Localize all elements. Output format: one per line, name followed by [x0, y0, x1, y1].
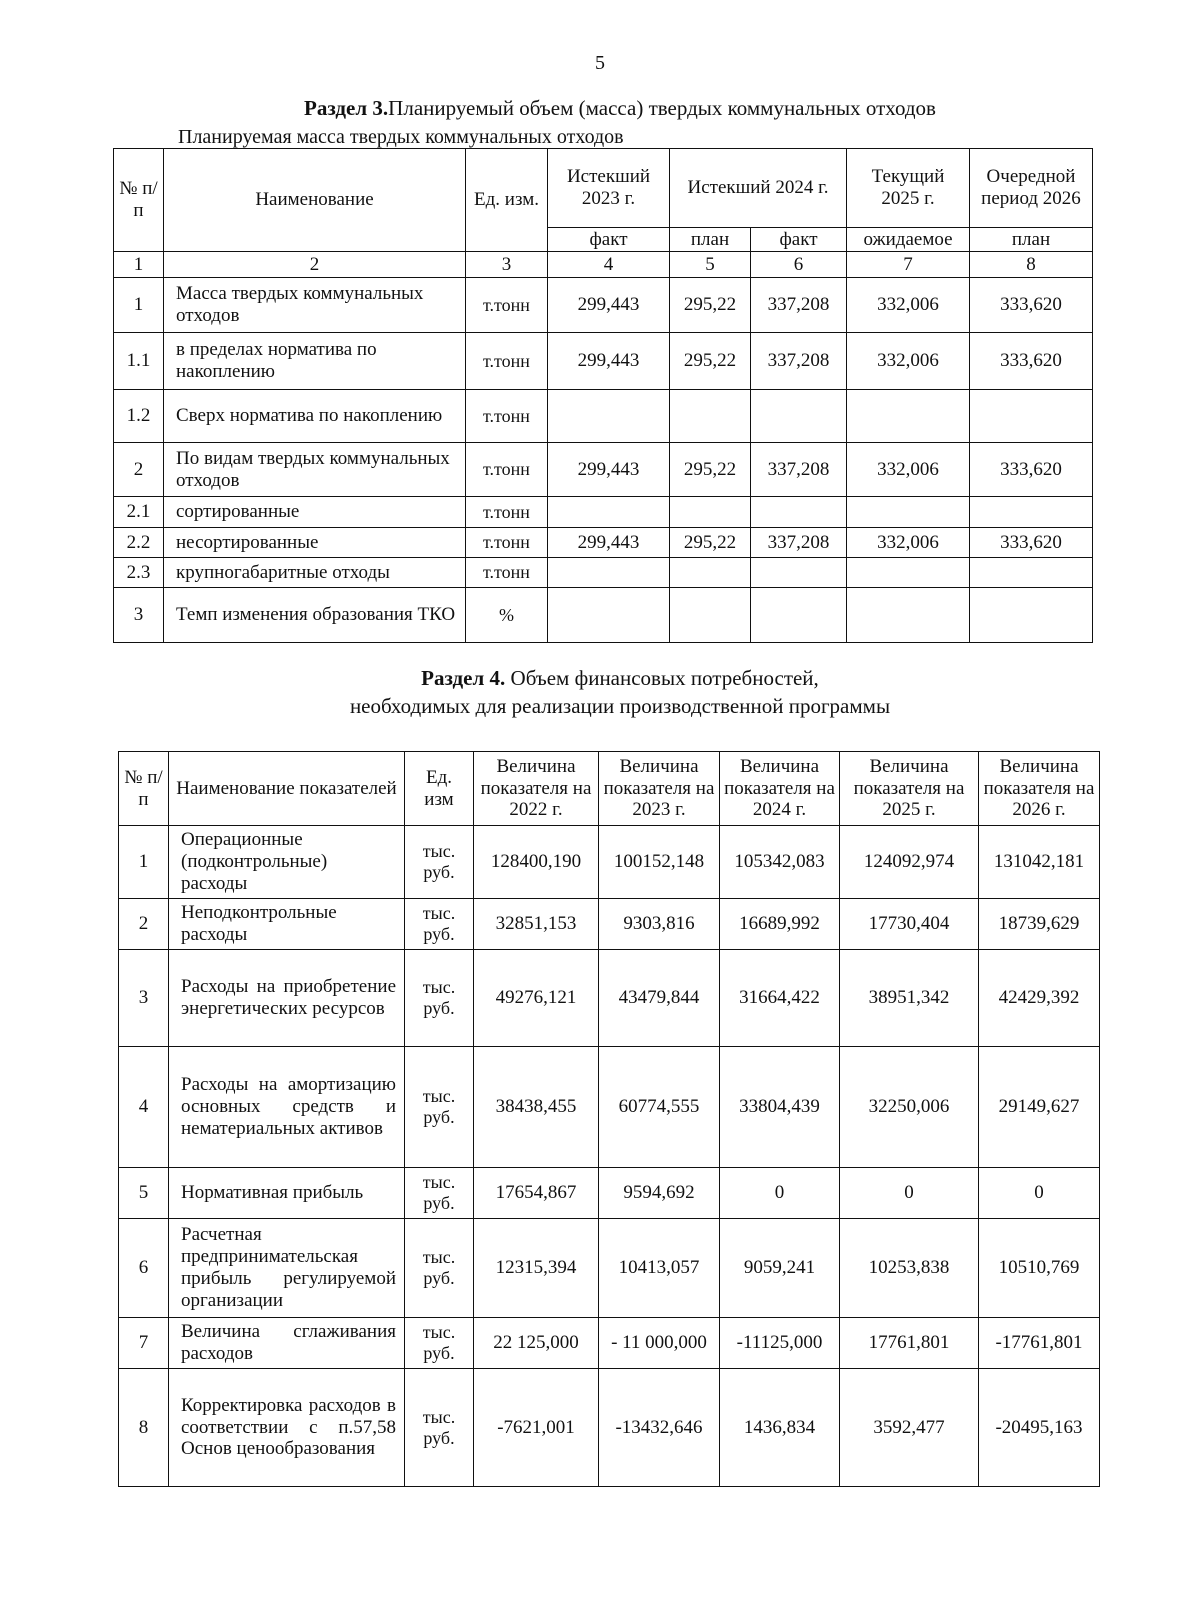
table-row [119, 950, 1100, 1047]
cell-2026: 0 [979, 1168, 1100, 1219]
column-number: 1 [114, 252, 164, 278]
cell-2022: 17654,867 [474, 1168, 599, 1219]
cell-2025-expected [847, 558, 970, 588]
cell-2025: 32250,006 [840, 1047, 979, 1168]
cell-2023-fact [548, 497, 670, 528]
table-row [114, 497, 1093, 528]
row-num: 7 [119, 1318, 169, 1369]
row-name: Темп изменения образования ТКО [164, 588, 466, 643]
cell-2026: 131042,181 [979, 826, 1100, 899]
subheader-plan: план [670, 228, 751, 252]
cell-2024-fact [751, 497, 847, 528]
table-row [114, 588, 1093, 643]
row-name: в пределах норматива по накоплению [164, 333, 466, 390]
row-num: 3 [119, 950, 169, 1047]
cell-2024: -11125,000 [720, 1318, 840, 1369]
column-number: 2 [164, 252, 466, 278]
row-name: Неподконтрольные расходы [169, 899, 405, 950]
row-unit: тыс. руб. [405, 1318, 474, 1369]
cell-2023-fact: 299,443 [548, 333, 670, 390]
row-unit: тыс. руб. [405, 899, 474, 950]
cell-2022: -7621,001 [474, 1369, 599, 1487]
row-num: 2.3 [114, 558, 164, 588]
cell-2024-plan [670, 390, 751, 443]
row-num: 1 [119, 826, 169, 899]
header-2023: Истекший 2023 г. [548, 149, 670, 228]
cell-2023: 100152,148 [599, 826, 720, 899]
cell-2025-expected [847, 497, 970, 528]
row-unit: т.тонн [466, 497, 548, 528]
cell-2024-fact: 337,208 [751, 278, 847, 333]
cell-2025-expected: 332,006 [847, 443, 970, 497]
cell-2024-plan: 295,22 [670, 443, 751, 497]
header-2025: Величина показателя на 2025 г. [840, 752, 979, 826]
row-num: 1 [114, 278, 164, 333]
section4-title [120, 664, 1120, 721]
cell-2024: 0 [720, 1168, 840, 1219]
subheader-fact: факт [751, 228, 847, 252]
cell-2023-fact [548, 558, 670, 588]
cell-2024-fact: 337,208 [751, 443, 847, 497]
cell-2022: 32851,153 [474, 899, 599, 950]
table-row [114, 528, 1093, 558]
row-num: 2 [114, 443, 164, 497]
section3-title-text: Планируемый объем (масса) твердых коммунальных отходов [388, 96, 936, 120]
header-2023: Величина показателя на 2023 г. [599, 752, 720, 826]
cell-2024-fact [751, 588, 847, 643]
header-2026: Величина показателя на 2026 г. [979, 752, 1100, 826]
cell-2023: 9594,692 [599, 1168, 720, 1219]
column-number: 8 [970, 252, 1093, 278]
cell-2023-fact [548, 588, 670, 643]
cell-2025: 17761,801 [840, 1318, 979, 1369]
cell-2025: 10253,838 [840, 1219, 979, 1318]
cell-2026: -17761,801 [979, 1318, 1100, 1369]
header-2025: Текущий 2025 г. [847, 149, 970, 228]
cell-2025: 17730,404 [840, 899, 979, 950]
cell-2024-plan: 295,22 [670, 278, 751, 333]
row-num: 1.2 [114, 390, 164, 443]
row-unit: тыс. руб. [405, 1369, 474, 1487]
subheader-expected: ожидаемое [847, 228, 970, 252]
cell-2024: 1436,834 [720, 1369, 840, 1487]
table-row [114, 390, 1093, 443]
row-name: Корректировка расходов в соответствии с п.57,58 Основ ценообразования [169, 1369, 405, 1487]
cell-2023: - 11 000,000 [599, 1318, 720, 1369]
cell-2025-expected: 332,006 [847, 333, 970, 390]
row-num: 6 [119, 1219, 169, 1318]
header-2024: Истекший 2024 г. [670, 149, 847, 228]
table-row [119, 826, 1100, 899]
row-num: 2.1 [114, 497, 164, 528]
section3-subtitle: Планируемая масса твердых коммунальных отходов [178, 126, 624, 148]
cell-2024-plan: 295,22 [670, 528, 751, 558]
cell-2024-fact: 337,208 [751, 333, 847, 390]
cell-2026: 42429,392 [979, 950, 1100, 1047]
row-unit: тыс. руб. [405, 826, 474, 899]
section4-title-line2: необходимых для реализации производственной программы [349, 694, 891, 719]
cell-2024-fact [751, 390, 847, 443]
cell-2024: 31664,422 [720, 950, 840, 1047]
cell-2024-plan [670, 558, 751, 588]
row-unit: т.тонн [466, 390, 548, 443]
header-unit: Ед. изм. [466, 149, 548, 252]
table-row [114, 558, 1093, 588]
cell-2023: -13432,646 [599, 1369, 720, 1487]
section4-title-bold: Раздел 4. [421, 666, 506, 690]
row-name: несортированные [164, 528, 466, 558]
cell-2026-plan: 333,620 [970, 443, 1093, 497]
cell-2022: 12315,394 [474, 1219, 599, 1318]
header-2026: Очередной период 2026 [970, 149, 1093, 228]
row-num: 1.1 [114, 333, 164, 390]
waste-mass-table [113, 148, 1093, 643]
row-unit: тыс. руб. [405, 1219, 474, 1318]
column-number: 4 [548, 252, 670, 278]
cell-2026-plan [970, 390, 1093, 443]
table-row [119, 1219, 1100, 1318]
header-name: Наименование [164, 149, 466, 252]
column-number: 5 [670, 252, 751, 278]
row-name: крупногабаритные отходы [164, 558, 466, 588]
table-row [114, 443, 1093, 497]
cell-2024-fact [751, 558, 847, 588]
row-name: Операционные (подконтрольные) расходы [169, 826, 405, 899]
cell-2026-plan: 333,620 [970, 528, 1093, 558]
table-row [119, 1168, 1100, 1219]
row-unit: т.тонн [466, 443, 548, 497]
cell-2026: -20495,163 [979, 1369, 1100, 1487]
table-row [119, 1318, 1100, 1369]
cell-2024: 105342,083 [720, 826, 840, 899]
cell-2022: 128400,190 [474, 826, 599, 899]
cell-2025-expected: 332,006 [847, 278, 970, 333]
cell-2025: 0 [840, 1168, 979, 1219]
cell-2026: 29149,627 [979, 1047, 1100, 1168]
cell-2023-fact: 299,443 [548, 443, 670, 497]
row-unit: тыс. руб. [405, 1168, 474, 1219]
subheader-fact: факт [548, 228, 670, 252]
row-unit: т.тонн [466, 528, 548, 558]
cell-2024-plan [670, 588, 751, 643]
row-name: Сверх норматива по накоплению [164, 390, 466, 443]
row-unit: т.тонн [466, 558, 548, 588]
row-num: 5 [119, 1168, 169, 1219]
cell-2024: 9059,241 [720, 1219, 840, 1318]
cell-2023-fact: 299,443 [548, 278, 670, 333]
cell-2024: 16689,992 [720, 899, 840, 950]
row-name: Расходы на амортизацию основных средств и нематериальных активов [169, 1047, 405, 1168]
row-name: Масса твердых коммунальных отходов [164, 278, 466, 333]
row-unit: т.тонн [466, 333, 548, 390]
cell-2022: 49276,121 [474, 950, 599, 1047]
header-2022: Величина показателя на 2022 г. [474, 752, 599, 826]
section4-title-line1 [120, 664, 1120, 692]
cell-2023: 10413,057 [599, 1219, 720, 1318]
cell-2026-plan [970, 497, 1093, 528]
cell-2024-plan [670, 497, 751, 528]
subheader-plan: план [970, 228, 1093, 252]
header-name: Наименование показателей [169, 752, 405, 826]
table-row [114, 278, 1093, 333]
cell-2026-plan: 333,620 [970, 278, 1093, 333]
row-num: 4 [119, 1047, 169, 1168]
section4-title-text: Объем финансовых потребностей, [510, 666, 819, 690]
cell-2023-fact: 299,443 [548, 528, 670, 558]
financial-needs-table [118, 751, 1100, 1487]
cell-2025-expected [847, 588, 970, 643]
row-unit: тыс. руб. [405, 950, 474, 1047]
table-row [119, 1047, 1100, 1168]
cell-2025-expected [847, 390, 970, 443]
row-unit: % [466, 588, 548, 643]
table-row [119, 899, 1100, 950]
cell-2025: 38951,342 [840, 950, 979, 1047]
cell-2022: 38438,455 [474, 1047, 599, 1168]
header-unit: Ед. изм [405, 752, 474, 826]
row-unit: тыс. руб. [405, 1047, 474, 1168]
row-name: Величина сглаживания расходов [169, 1318, 405, 1369]
section3-title [120, 96, 1120, 121]
cell-2026: 10510,769 [979, 1219, 1100, 1318]
row-num: 2.2 [114, 528, 164, 558]
cell-2022: 22 125,000 [474, 1318, 599, 1369]
page-number: 5 [595, 52, 605, 74]
section3-title-bold: Раздел 3. [304, 96, 389, 120]
row-num: 8 [119, 1369, 169, 1487]
cell-2023: 60774,555 [599, 1047, 720, 1168]
cell-2026-plan [970, 558, 1093, 588]
cell-2026-plan: 333,620 [970, 333, 1093, 390]
cell-2026: 18739,629 [979, 899, 1100, 950]
row-num: 3 [114, 588, 164, 643]
cell-2025-expected: 332,006 [847, 528, 970, 558]
row-name: Расходы на приобретение энергетических ресурсов [169, 950, 405, 1047]
cell-2025: 124092,974 [840, 826, 979, 899]
row-name: Расчетная предпринимательская прибыль регулируемой организации [169, 1219, 405, 1318]
column-number: 6 [751, 252, 847, 278]
header-2024: Величина показателя на 2024 г. [720, 752, 840, 826]
cell-2023-fact [548, 390, 670, 443]
header-num: № п/п [114, 149, 164, 252]
column-number: 3 [466, 252, 548, 278]
row-num: 2 [119, 899, 169, 950]
cell-2023: 43479,844 [599, 950, 720, 1047]
table-row [119, 1369, 1100, 1487]
header-num: № п/п [119, 752, 169, 826]
cell-2023: 9303,816 [599, 899, 720, 950]
row-name: Нормативная прибыль [169, 1168, 405, 1219]
column-number: 7 [847, 252, 970, 278]
cell-2025: 3592,477 [840, 1369, 979, 1487]
cell-2026-plan [970, 588, 1093, 643]
row-unit: т.тонн [466, 278, 548, 333]
cell-2024-plan: 295,22 [670, 333, 751, 390]
cell-2024-fact: 337,208 [751, 528, 847, 558]
row-name: По видам твердых коммунальных отходов [164, 443, 466, 497]
cell-2024: 33804,439 [720, 1047, 840, 1168]
table-row [114, 333, 1093, 390]
row-name: сортированные [164, 497, 466, 528]
